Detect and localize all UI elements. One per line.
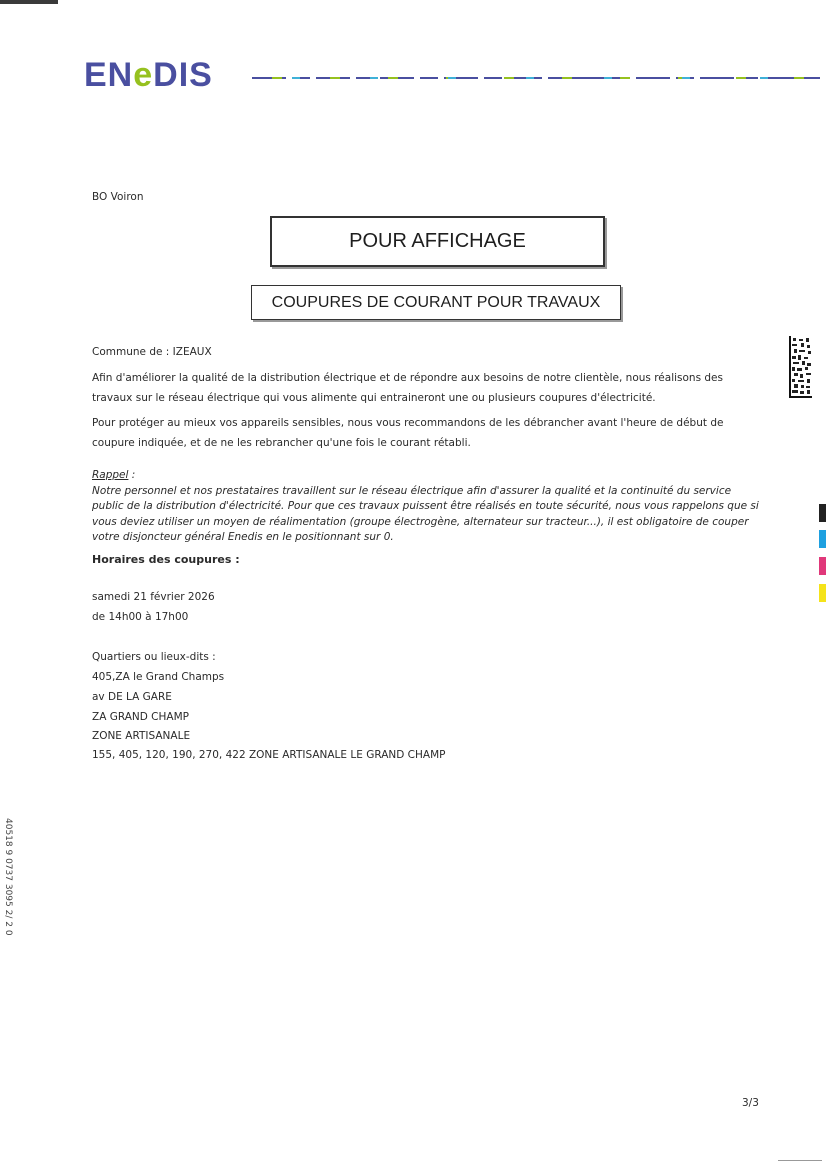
scan-mark xyxy=(0,0,58,4)
page-subtitle: COUPURES DE COURANT POUR TRAVAUX xyxy=(251,285,621,320)
datamatrix-code xyxy=(789,336,812,398)
reminder-block: Rappel : Notre personnel et nos prestataires travaillent sur le réseau électrique afin d'assurer la qualité et la continuité du service public de la distribution d'électricité. Pour que ces travaux puissent être réalisés en toute sécurité, nous vous rappelons que si vous deviez utiliser un moyen de réalimentation (groupe électrogène, alternateur sur tracteur...), il est obligatoire de couper votre disjoncteur général Enedis en le positionnant sur 0. xyxy=(92,469,759,543)
location-item: ZA GRAND CHAMP xyxy=(92,711,189,723)
footer-rule xyxy=(778,1160,822,1161)
intro-paragraph: Afin d'améliorer la qualité de la distribution électrique et de répondre aux besoins de notre clientèle, nous réalisons des travaux sur le réseau électrique qui vous alimente qui entraineront une ou plusieurs coupures d'électricité. xyxy=(92,372,723,404)
registration-mark-black xyxy=(819,504,826,522)
locations-heading: Quartiers ou lieux-dits : xyxy=(92,651,216,663)
registration-mark-yellow xyxy=(819,584,826,602)
side-reference-code: 40518 9 0737 3095 2/ 2 0 xyxy=(3,818,13,936)
location-item: 155, 405, 120, 190, 270, 422 ZONE ARTISANALE LE GRAND CHAMP xyxy=(92,749,446,761)
registration-mark-cyan xyxy=(819,530,826,548)
page-number: 3/3 xyxy=(742,1097,759,1109)
header-dashed-line xyxy=(252,76,820,80)
location-item: av DE LA GARE xyxy=(92,691,172,703)
reminder-text: Notre personnel et nos prestataires travaillent sur le réseau électrique afin d'assurer la qualité et la continuité du service public de la distribution d'électricité. Pour que ces travaux puissent être réalisés en toute sécurité, nous vous rappelons que si vous deviez utiliser un moyen de réalimentation (groupe électrogène, alternateur sur tracteur...), il est obligatoire de couper votre disjoncteur général Enedis en le positionnant sur 0. xyxy=(92,484,759,543)
enedis-logo: ENeDIS xyxy=(84,56,213,94)
registration-mark-magenta xyxy=(819,557,826,575)
outage-hours: de 14h00 à 17h00 xyxy=(92,611,189,623)
outage-date: samedi 21 février 2026 xyxy=(92,591,215,603)
location-item: ZONE ARTISANALE xyxy=(92,730,191,742)
page-title: POUR AFFICHAGE xyxy=(270,216,605,267)
location-item: 405,ZA le Grand Champs xyxy=(92,671,225,683)
office-label: BO Voiron xyxy=(92,191,144,203)
advice-paragraph: Pour protéger au mieux vos appareils sensibles, nous vous recommandons de les débrancher avant l'heure de début de coupure indiquée, et de ne les rebrancher qu'une fois le courant rétabli. xyxy=(92,417,724,449)
reminder-title: Rappel xyxy=(92,469,129,481)
schedule-heading: Horaires des coupures : xyxy=(92,553,240,566)
commune-line: Commune de : IZEAUX xyxy=(92,346,212,358)
